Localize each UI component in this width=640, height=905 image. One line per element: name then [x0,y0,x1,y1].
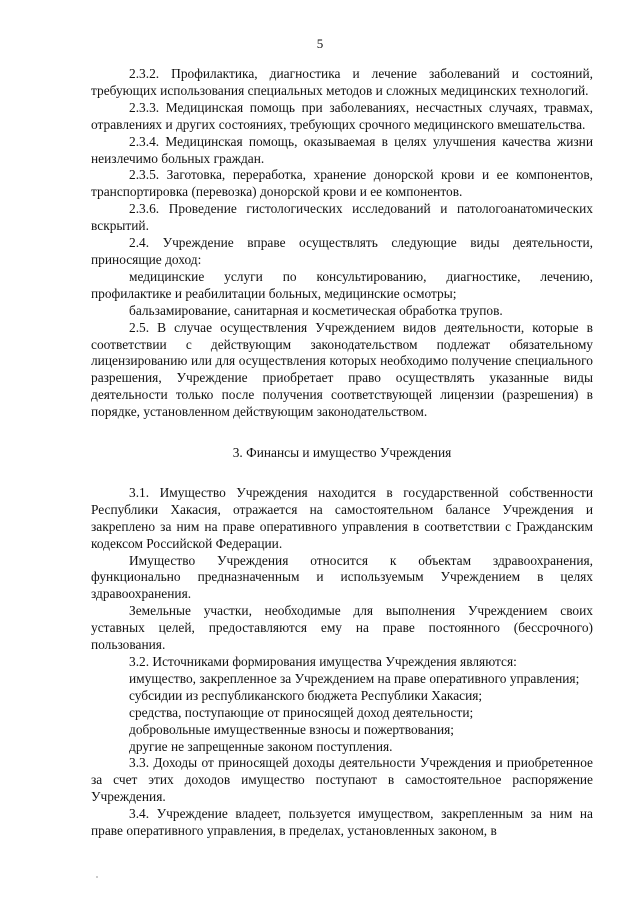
paragraph-3-1: 3.1. Имущество Учреждения находится в государственной собственности Республики Хакасия, отражается на самостоятельном балансе Учреждения и закреплено за ним на праве оперативного управления в соответствии с Гражданским кодексом Российской Федерации. [91,484,593,551]
paragraph-2-3-4: 2.3.4. Медицинская помощь, оказываемая в целях улучшения качества жизни неизлечимо больных граждан. [91,133,593,166]
scan-speck [96,876,98,878]
page-number: 5 [316,36,324,51]
list-item-donations: добровольные имущественные взносы и пожертвования; [129,721,454,737]
paragraph-2-3-5: 2.3.5. Заготовка, переработка, хранение донорской крови и ее компонентов, транспортировка (перевозка) донорской крови и ее компонентов. [91,167,593,200]
paragraph-2-3-6: 2.3.6. Проведение гистологических исследований и патологоанатомических вскрытий. [91,201,593,234]
paragraph-3-2: 3.2. Источниками формирования имущества Учреждения являются: [129,654,517,669]
paragraph-3-4: 3.4. Учреждение владеет, пользуется имуществом, закрепленным за ним на праве оперативного управления, в пределах, установленных законом, в [91,806,593,839]
paragraph-2-3-3: 2.3.3. Медицинская помощь при заболеваниях, несчастных случаях, травмах, отравлениях и других состояниях, требующих срочного медицинского вмешательства. [91,99,593,132]
paragraph-2-4: 2.4. Учреждение вправе осуществлять следующие виды деятельности, приносящие доход: [91,235,593,267]
list-item-medical-services: медицинские услуги по консультированию, диагностике, лечению, профилактике и реабилитации больных, медицинские осмотры; [91,268,593,301]
paragraph-land-plots: Земельные участки, необходимые для выполнения Учреждением своих уставных целей, предоставляются ему на праве постоянного (бессрочного) пользования. [91,603,593,653]
list-item-other-receipts: другие не запрещенные законом поступления. [129,738,393,754]
paragraph-3-3: 3.3. Доходы от приносящей доходы деятельности Учреждения и приобретенное за счет этих доходов имущество поступают в самостоятельное распоряжение Учреждения. [91,755,593,805]
paragraph-2-5: 2.5. В случае осуществления Учреждением видов деятельности, которые в соответствии с действующим законодательством подлежат обязательному лицензированию или для осуществления которых необходимо получение специального разрешения, Учреждение приобретает право осуществлять указанные виды деятельности только после получения соответствующей лицензии (разрешения) в порядке, установленном действующим законодательством. [91,319,593,420]
list-item-income-funds: средства, поступающие от приносящей доход деятельности; [129,704,474,720]
document-body [91,66,593,840]
paragraph-property-purpose: Имущество Учреждения относится к объектам здравоохранения, функционально предназначенным и используемым Учреждением в целях здравоохранения. [91,552,593,602]
paragraph-2-3-2: 2.3.2. Профилактика, диагностика и лечение заболеваний и состояний, требующих использования специальных методов и сложных медицинских технологий. [91,66,593,98]
list-item-subsidies: субсидии из республиканского бюджета Республики Хакасия; [129,687,483,703]
section-heading: 3. Финансы и имущество Учреждения [232,445,452,461]
list-item-assigned-property: имущество, закрепленное за Учреждением на праве оперативного управления; [129,670,580,686]
list-item-embalming: бальзамирование, санитарная и косметическая обработка трупов. [129,302,503,318]
